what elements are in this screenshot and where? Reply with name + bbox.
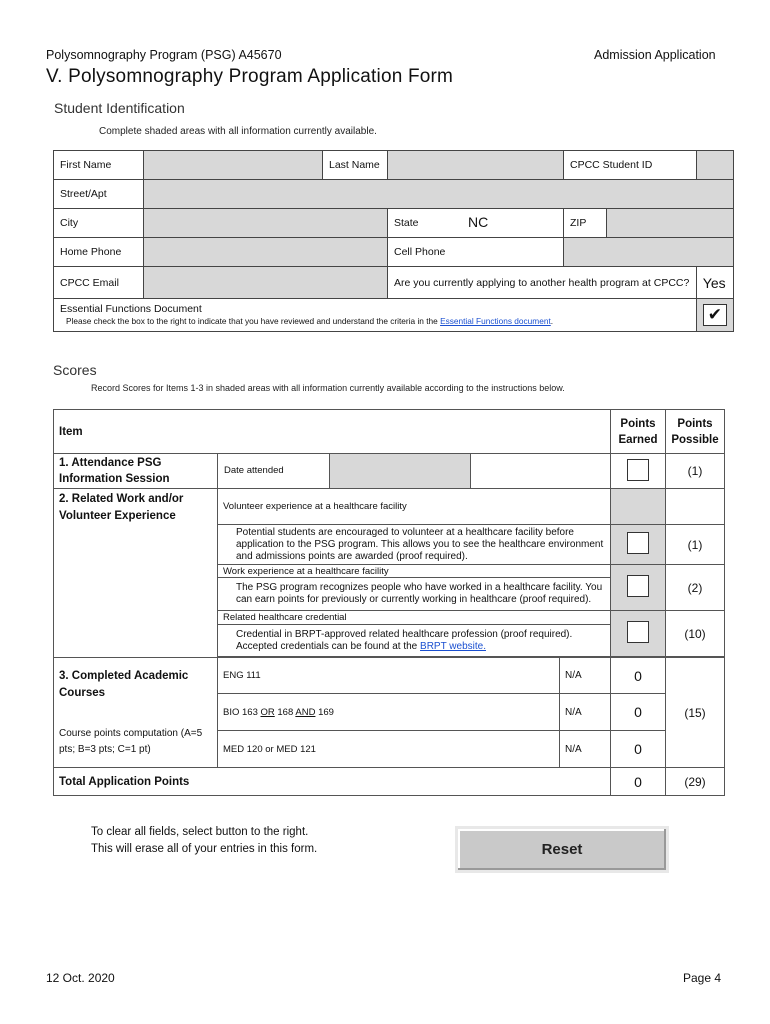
item2-volunteer-checkbox[interactable] xyxy=(627,532,649,554)
last-name-input[interactable] xyxy=(388,151,564,180)
email-label: CPCC Email xyxy=(54,267,144,299)
course1-label: ENG 111 xyxy=(218,658,560,694)
item3-title: 3. Completed Academic Courses xyxy=(59,670,189,699)
item1-title: 1. Attendance PSG Information Session xyxy=(54,454,218,489)
item2-work-desc: The PSG program recognizes people who have worked in a healthcare facility. You can earn points for previously or currently working in healthcare (proof required). xyxy=(218,578,611,611)
course3-grade-select[interactable]: N/A xyxy=(560,731,611,768)
course2-label: BIO 163 OR 168 AND 169 xyxy=(218,694,560,731)
course1-points: 0 xyxy=(611,658,666,694)
first-name-label: First Name xyxy=(54,151,144,180)
home-phone-label: Home Phone xyxy=(54,238,144,267)
email-input[interactable] xyxy=(144,267,388,299)
zip-input[interactable] xyxy=(607,209,734,238)
essential-functions-checkbox[interactable]: ✔ xyxy=(703,304,727,326)
item2-volunteer-desc: Potential students are encouraged to volunteer at a healthcare facility before application to the PSG program. This allows you to see the healthcare environment and admissions points are awarded (proof required). xyxy=(218,525,611,565)
city-label: City xyxy=(54,209,144,238)
item3-note: Course points computation (A=5 pts; B=3 pts; C=1 pt) xyxy=(59,728,203,755)
last-name-label: Last Name xyxy=(323,151,388,180)
cell-phone-label: Cell Phone xyxy=(388,238,564,267)
course3-label: MED 120 or MED 121 xyxy=(218,731,560,768)
course1-grade-select[interactable]: N/A xyxy=(560,658,611,694)
item2-credential-label: Related healthcare credential xyxy=(218,611,611,625)
total-earned: 0 xyxy=(611,768,666,796)
item2-credential-possible: (10) xyxy=(666,611,725,657)
state-input[interactable]: NC xyxy=(468,214,489,230)
item1-date-label: Date attended xyxy=(218,454,330,488)
student-id-label: CPCC Student ID xyxy=(564,151,697,180)
total-label: Total Application Points xyxy=(54,768,611,796)
scores-heading: Scores xyxy=(53,362,97,378)
identification-instruction: Complete shaded areas with all information currently available. xyxy=(99,126,377,137)
course3-points: 0 xyxy=(611,731,666,768)
item2-title: 2. Related Work and/or Volunteer Experience xyxy=(54,489,218,658)
other-program-question: Are you currently applying to another health program at CPCC? xyxy=(388,267,697,299)
item2-work-checkbox[interactable] xyxy=(627,575,649,597)
identification-heading: Student Identification xyxy=(54,100,185,116)
course2-grade-select[interactable]: N/A xyxy=(560,694,611,731)
cell-phone-input[interactable] xyxy=(564,238,734,267)
col-item: Item xyxy=(54,410,611,454)
item2-credential-desc: Credential in BRPT-approved related healthcare profession (proof required). Accepted credentials can be found at the BRPT website. xyxy=(218,625,611,657)
student-id-input[interactable] xyxy=(696,151,733,180)
essential-functions-text: Please check the box to the right to indicate that you have reviewed and understand the criteria in the Essential Functions document. xyxy=(66,316,554,326)
footer-date: 12 Oct. 2020 xyxy=(46,971,115,985)
essential-functions-title: Essential Functions Document xyxy=(60,303,202,315)
home-phone-input[interactable] xyxy=(144,238,388,267)
other-program-select[interactable]: Yes xyxy=(696,267,733,299)
brpt-website-link[interactable]: BRPT website. xyxy=(420,640,486,652)
item1-checkbox[interactable] xyxy=(627,459,649,481)
reset-instruction-2: This will erase all of your entries in this form. xyxy=(91,843,318,855)
total-possible: (29) xyxy=(666,768,725,796)
scores-table xyxy=(53,409,725,796)
item3-possible: (15) xyxy=(666,658,725,768)
col-points-earned: Points Earned xyxy=(611,410,666,454)
state-label: State xyxy=(394,217,419,229)
item2-volunteer-possible: (1) xyxy=(666,525,725,565)
col-points-possible: Points Possible xyxy=(666,410,725,454)
first-name-input[interactable] xyxy=(144,151,323,180)
document-type: Admission Application xyxy=(594,48,716,62)
page-title: V. Polysomnography Program Application Form xyxy=(46,66,454,87)
item2-volunteer-label: Volunteer experience at a healthcare facility xyxy=(218,489,611,525)
item2-work-possible: (2) xyxy=(666,565,725,611)
street-input[interactable] xyxy=(144,180,734,209)
zip-label: ZIP xyxy=(564,209,607,238)
item2-credential-checkbox[interactable] xyxy=(627,621,649,643)
street-label: Street/Apt xyxy=(54,180,144,209)
item1-possible: (1) xyxy=(666,454,725,489)
item2-work-label: Work experience at a healthcare facility xyxy=(218,565,611,578)
reset-instruction-1: To clear all fields, select button to the right. xyxy=(91,826,309,838)
program-code: Polysomnography Program (PSG) A45670 xyxy=(46,48,282,62)
city-input[interactable] xyxy=(144,209,388,238)
essential-functions-link[interactable]: Essential Functions document xyxy=(440,316,551,326)
scores-instruction: Record Scores for Items 1-3 in shaded areas with all information currently available according to the instructions below. xyxy=(91,383,565,393)
reset-button[interactable]: Reset xyxy=(455,826,669,873)
identification-table xyxy=(53,150,734,332)
footer-page: Page 4 xyxy=(683,971,722,985)
item1-date-input[interactable] xyxy=(330,454,471,488)
course2-points: 0 xyxy=(611,694,666,731)
